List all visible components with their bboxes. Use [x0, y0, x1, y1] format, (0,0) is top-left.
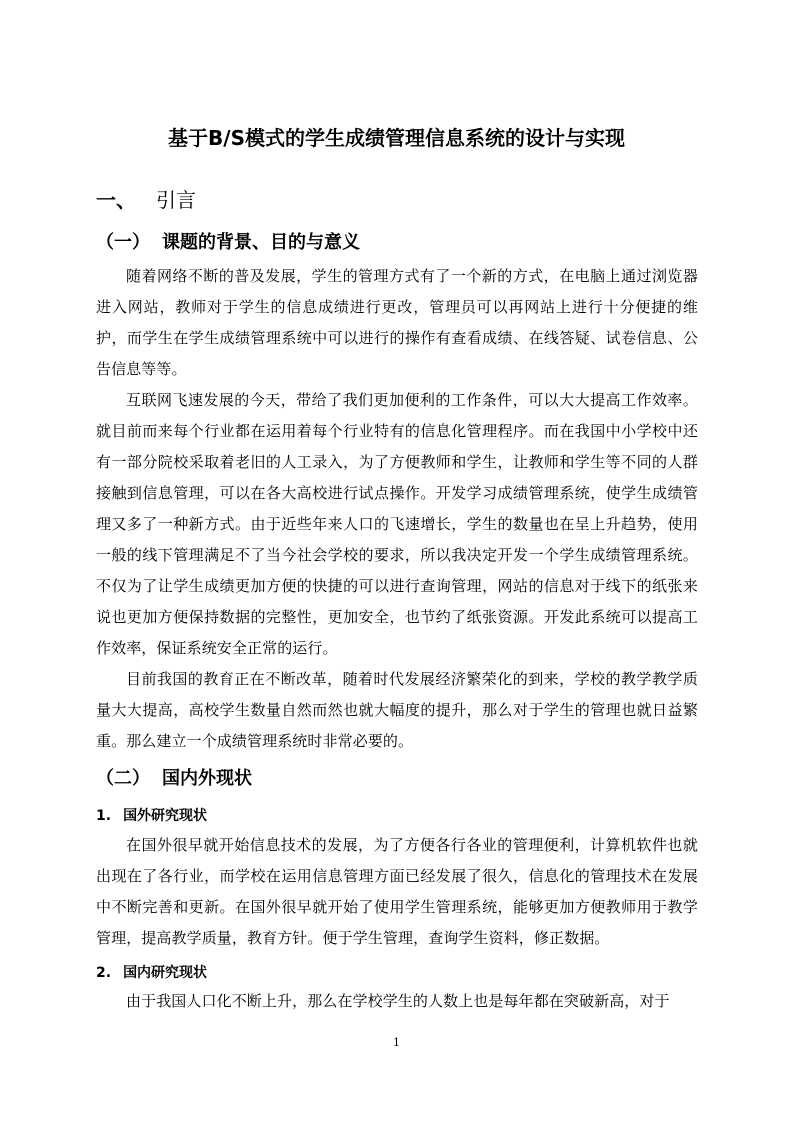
document-title: 基于B/S模式的学生成绩管理信息系统的设计与实现	[168, 126, 625, 150]
subsection-number: （二）	[96, 768, 150, 789]
section-number: 一、	[96, 188, 136, 212]
subsection-number: （一）	[96, 232, 150, 253]
subsection-heading-background	[96, 230, 360, 256]
subsection-heading-status	[96, 766, 252, 792]
paragraph-foreign-research: 在国外很早就开始信息技术的发展，为了方便各行各业的管理便利，计算机软件也就出现在了各行业，而学校在运用信息管理方面已经发展了很久，信息化的管理技术在发展中不断完善和更新。在国外很早就开始了使用学生管理系统，能够更加方便教师用于教学管理，提高教学质量，教育方针。便于学生管理，查询学生资料，修正数据。	[96, 836, 698, 947]
paragraph-background-2: 互联网飞速发展的今天，带给了我们更加便利的工作条件，可以大大提高工作效率。就目前而来每个行业都在运用着每个行业特有的信息化管理程序。而在我国中小学校中还有一部分院校采取着老旧的人工录入，为了方便教师和学生，让教师和学生等不同的人群接触到信息管理，可以在各大高校进行试点操作。开发学习成绩管理系统，使学生成绩管理又多了一种新方式。由于近些年来人口的飞速增长，学生的数量也在呈上升趋势，使用一般的线下管理满足不了当今社会学校的要求，所以我决定开发一个学生成绩管理系统。不仅为了让学生成绩更加方便的快捷的可以进行查询管理，网站的信息对于线下的纸张来说也更加方便保持数据的完整性，更加安全，也节约了纸张资源。开发此系统可以提高工作效率，保证系统安全正常的运行。	[96, 391, 698, 657]
item-number: 2.	[96, 965, 112, 981]
subsection-title: 国内外现状	[162, 768, 252, 789]
page-number: 1	[393, 1036, 400, 1049]
section-heading-introduction	[96, 186, 196, 214]
subsection-title: 课题的背景、目的与意义	[162, 232, 360, 253]
paragraph-domestic-research: 由于我国人口化不断上升，那么在学校学生的人数上也是每年都在突破新高，对于	[126, 992, 670, 1010]
item-heading-foreign-research	[96, 806, 207, 826]
paragraph-background-1: 随着网络不断的普及发展，学生的管理方式有了一个新的方式，在电脑上通过浏览器进入网站，教师对于学生的信息成绩进行更改，管理员可以再网站上进行十分便捷的维护，而学生在学生成绩管理系统中可以进行的操作有查看成绩、在线答疑、试卷信息、公告信息等等。	[96, 267, 698, 378]
item-number: 1.	[96, 808, 112, 824]
paragraph-background-3: 目前我国的教育正在不断改革，随着时代发展经济繁荣化的到来，学校的教学教学质量大大提高，高校学生数量自然而然也就大幅度的提升，那么对于学生的管理也就日益繁重。那么建立一个成绩管理系统时非常必要的。	[96, 670, 698, 750]
item-title: 国内研究现状	[123, 965, 208, 981]
section-title: 引言	[156, 188, 196, 212]
item-title: 国外研究现状	[123, 808, 208, 824]
item-heading-domestic-research	[96, 963, 207, 983]
